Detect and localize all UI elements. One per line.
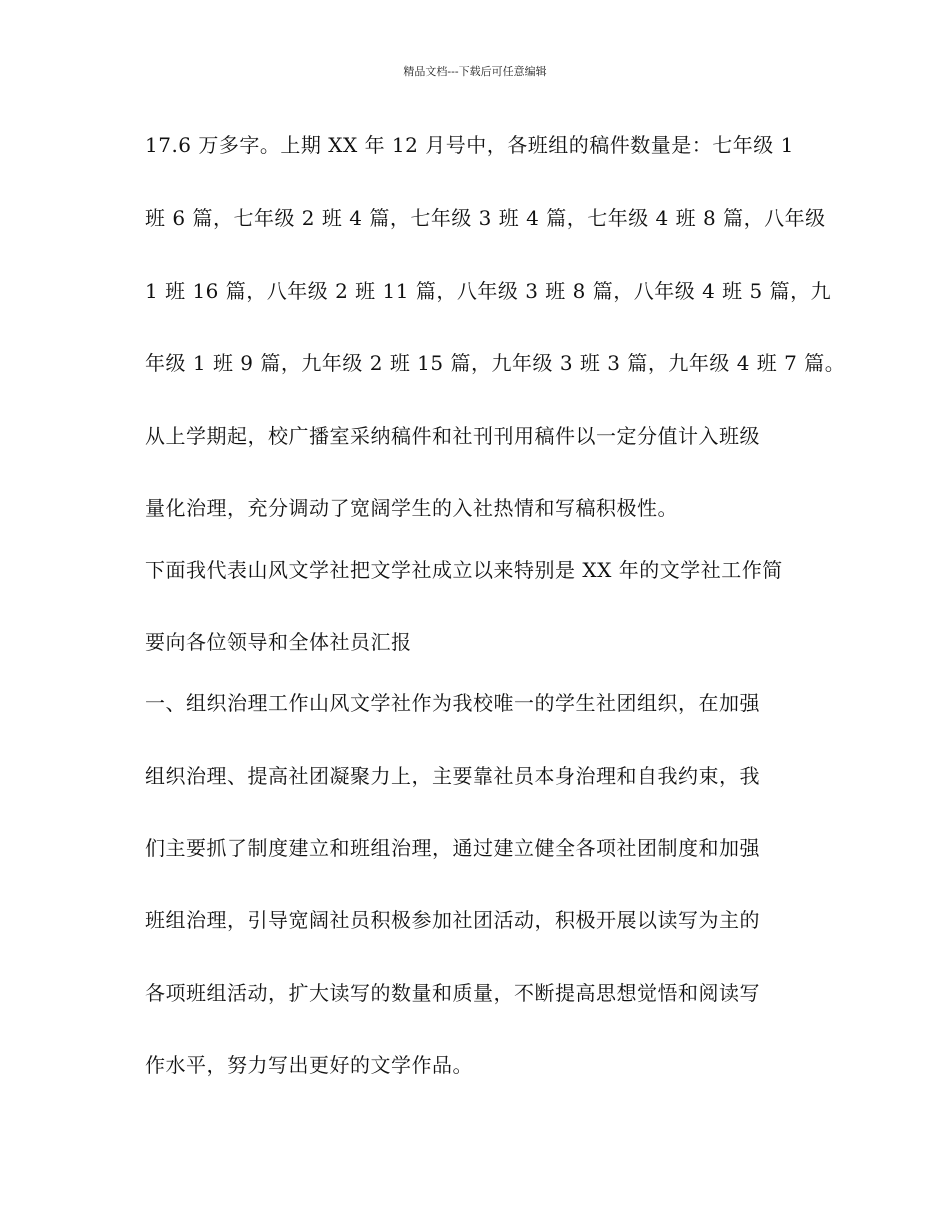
body-line-4: 年级 1 班 9 篇，九年级 2 班 15 篇，九年级 3 班 3 篇，九年级 4 班 7 篇。 <box>145 351 846 375</box>
body-line-1: 17.6 万多字。上期 XX 年 12 月号中，各班组的稿件数量是：七年级 1 <box>145 133 794 157</box>
body-line-13: 各项班组活动，扩大读写的数量和质量，不断提高思想觉悟和阅读写 <box>145 981 760 1005</box>
body-line-3: 1 班 16 篇，八年级 2 班 11 篇，八年级 3 班 8 篇，八年级 4 班 5 篇，九 <box>145 279 832 303</box>
body-line-5: 从上学期起，校广播室采纳稿件和社刊刊用稿件以一定分值计入班级 <box>145 424 760 448</box>
body-line-9: 一、组织治理工作山风文学社作为我校唯一的学生社团组织，在加强 <box>145 691 760 715</box>
body-line-7: 下面我代表山风文学社把文学社成立以来特别是 XX 年的文学社工作简 <box>145 558 783 582</box>
page-header: 精品文档---下载后可任意编辑 <box>403 65 547 78</box>
body-line-14: 作水平，努力写出更好的文学作品。 <box>145 1053 473 1077</box>
body-line-12: 班组治理，引导宽阔社员积极参加社团活动，积极开展以读写为主的 <box>145 908 760 932</box>
body-line-6: 量化治理，充分调动了宽阔学生的入社热情和写稿积极性。 <box>145 496 678 520</box>
body-line-8: 要向各位领导和全体社员汇报 <box>145 630 412 654</box>
body-line-10: 组织治理、提高社团凝聚力上，主要靠社员本身治理和自我约束，我 <box>145 764 760 788</box>
body-line-11: 们主要抓了制度建立和班组治理，通过建立健全各项社团制度和加强 <box>145 836 760 860</box>
body-line-2: 班 6 篇，七年级 2 班 4 篇，七年级 3 班 4 篇，七年级 4 班 8 篇，八年级 <box>145 206 826 230</box>
